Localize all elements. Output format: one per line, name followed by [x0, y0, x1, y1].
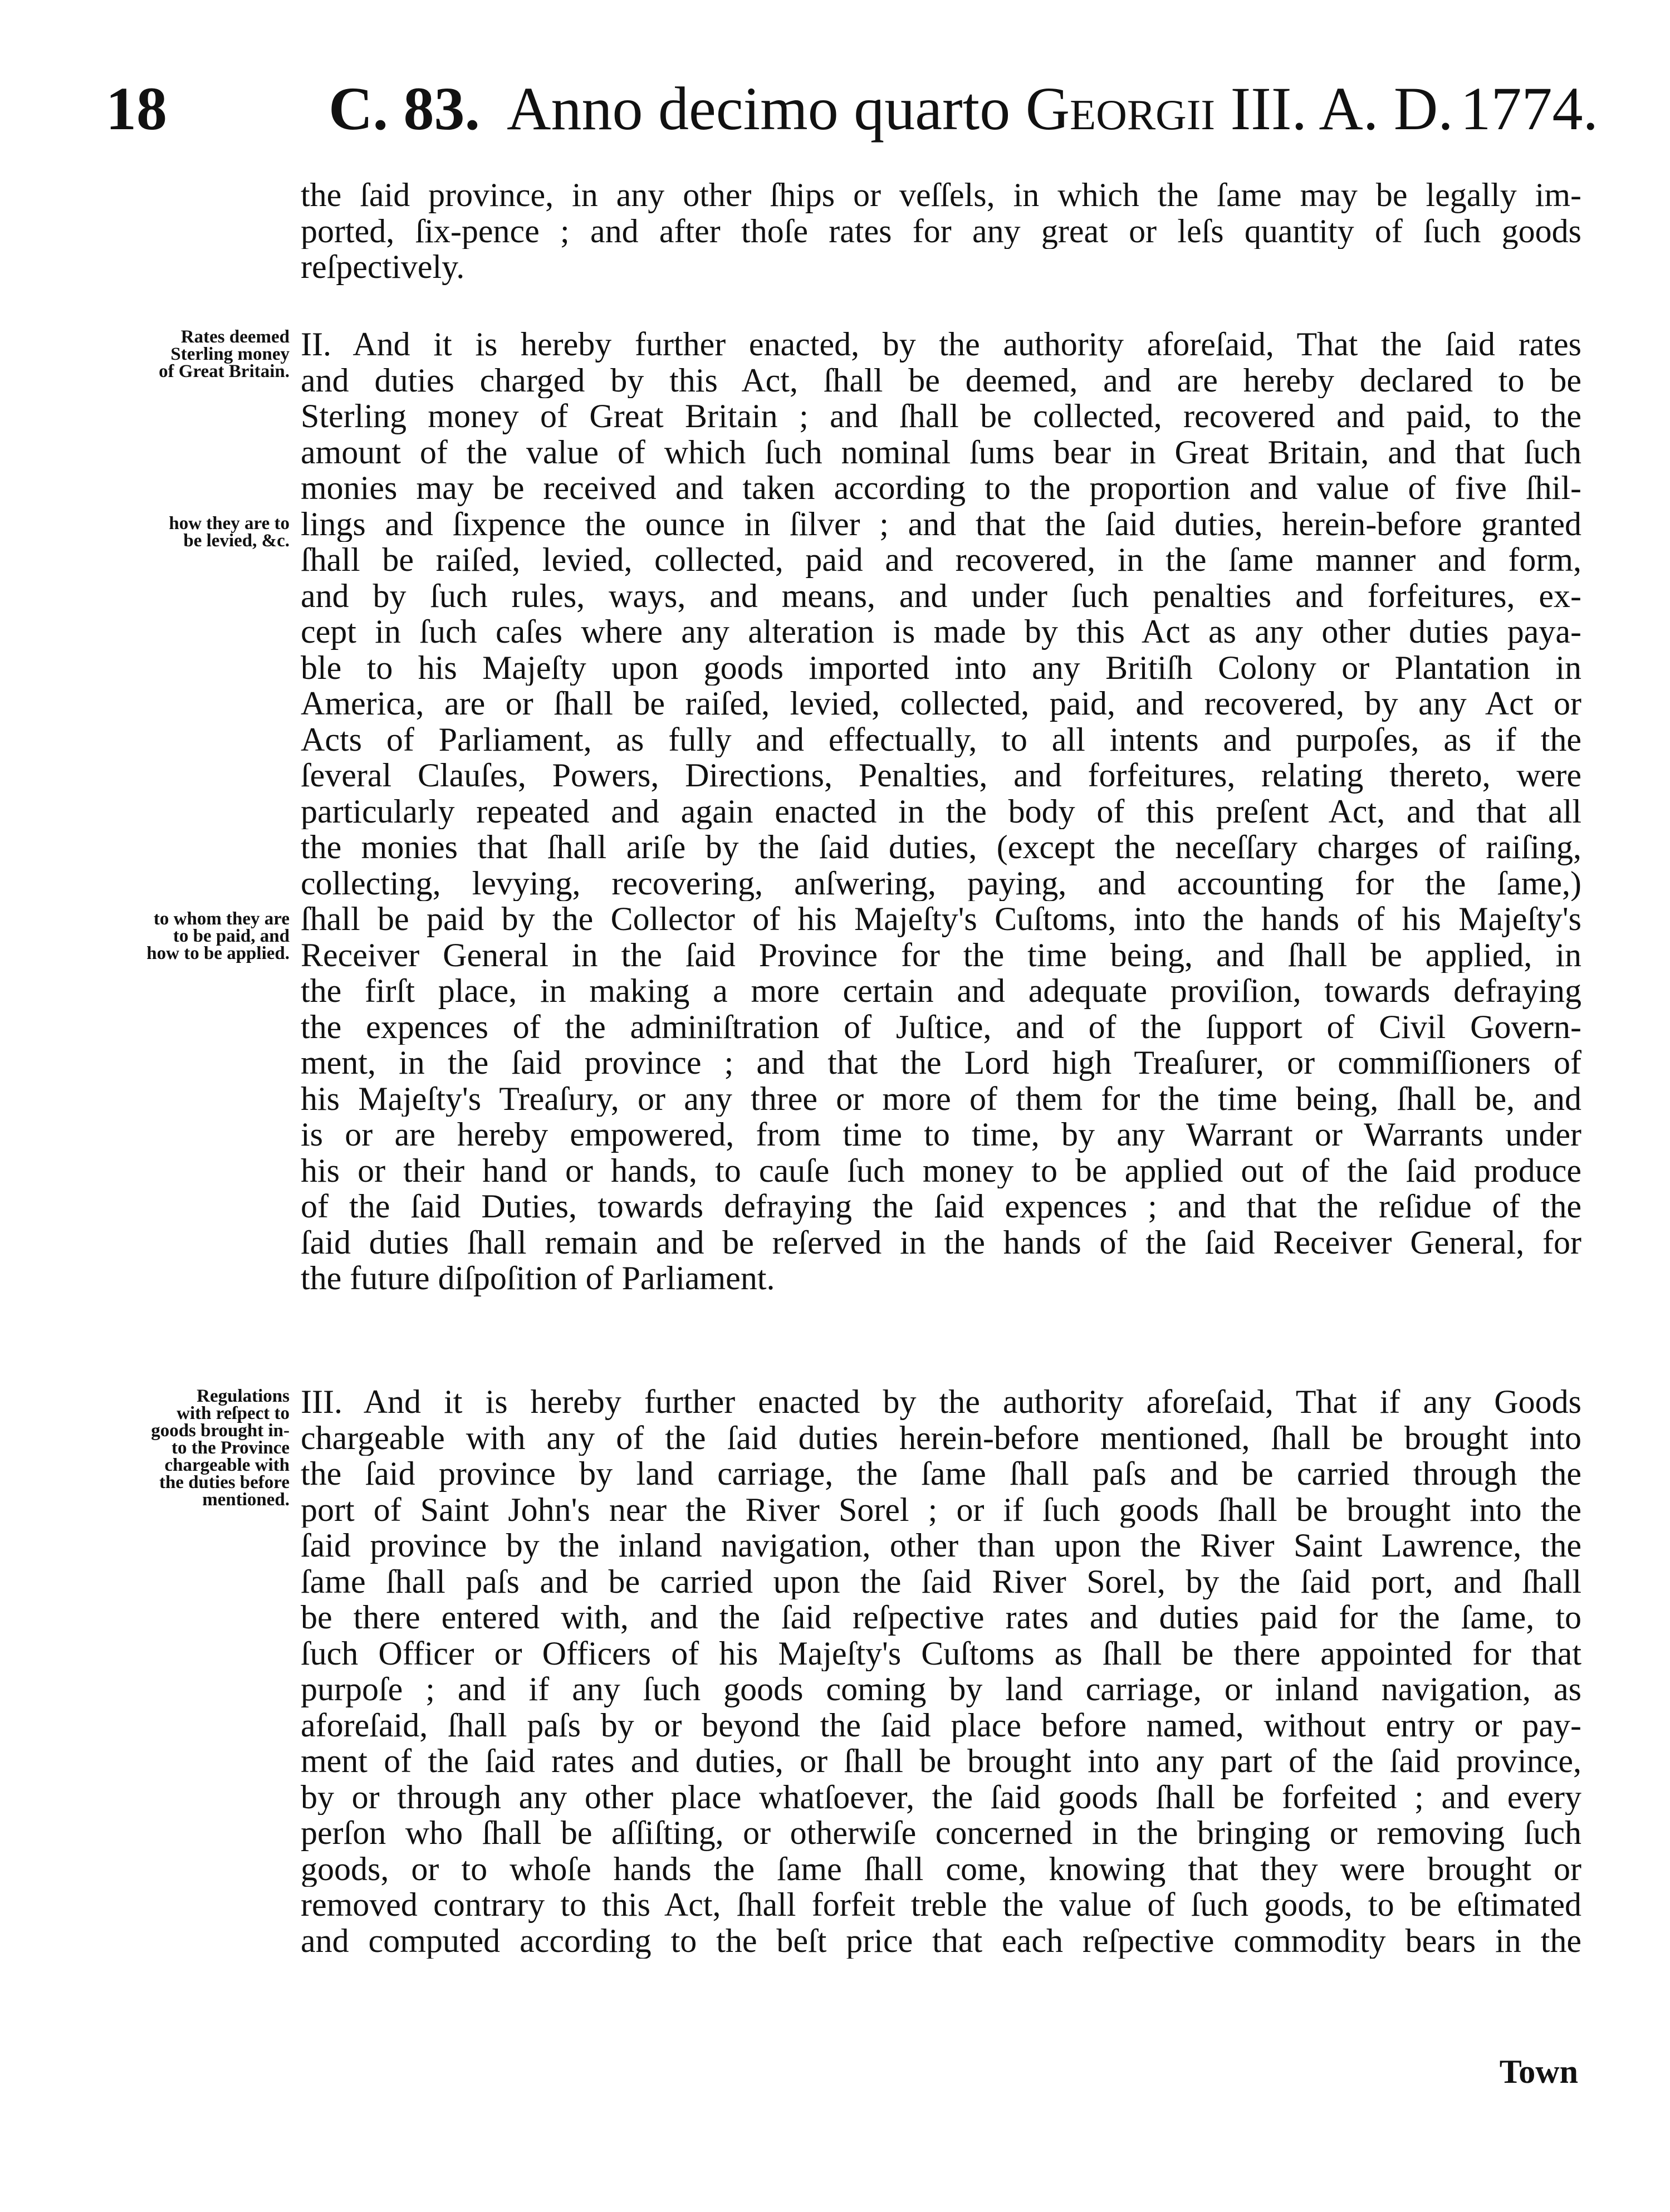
- margin-note-line: to be paid, and: [173, 926, 290, 946]
- title-suffix: III. A. D.: [1230, 75, 1453, 143]
- header-year: 1774.: [1460, 75, 1598, 143]
- text-line: his Majeſty's Treaſury, or any three or more of them for the time being, ſhall be, and: [301, 1080, 1581, 1117]
- text-line: collecting, levying, recovering, anſwering, paying, and accounting for the ſame,): [301, 865, 1581, 901]
- margin-note-line: to the Province: [171, 1438, 290, 1458]
- text-line: ſaid duties ſhall remain and be reſerved in the hands of the ſaid Receiver General, for: [301, 1224, 1581, 1260]
- text-line: and by ſuch rules, ways, and means, and under ſuch penalties and forfeitures, ex-: [301, 578, 1581, 614]
- running-header: [106, 72, 1598, 145]
- margin-note-line: how they are to: [169, 513, 290, 534]
- text-line: reſpectively.: [301, 249, 465, 285]
- text-line: Acts of Parliament, as fully and effectually, to all intents and purpoſes, as if the: [301, 721, 1581, 757]
- margin-note-levied: [95, 515, 290, 550]
- text-line: lings and ſixpence the ounce in ſilver ; and that the ſaid duties, herein-before granted: [301, 506, 1581, 542]
- margin-note-line: Rates deemed: [180, 327, 290, 347]
- text-line: ſhall be paid by the Collector of his Majeſty's Cuſtoms, into the hands of his Majeſty's: [301, 901, 1581, 937]
- margin-note-line: Regulations: [197, 1386, 290, 1406]
- text-line: ment of the ſaid rates and duties, or ſhall be brought into any part of the ſaid province,: [301, 1743, 1581, 1779]
- paragraph-section-iii: [301, 1384, 1581, 1959]
- margin-note-line: how to be applied.: [146, 943, 290, 963]
- text-line: and computed according to the beſt price that each reſpective commodity bears in the: [301, 1922, 1581, 1959]
- margin-note-line: mentioned.: [202, 1490, 290, 1510]
- margin-note-line: with reſpect to: [177, 1403, 290, 1423]
- text-line: Receiver General in the ſaid Province for the time being, and ſhall be applied, in: [301, 937, 1581, 973]
- margin-note-line: be levied, &c.: [183, 531, 290, 551]
- margin-note-line: of Great Britain.: [159, 361, 290, 381]
- text-line: monies may be received and taken according to the proportion and value of five ſhil-: [301, 470, 1581, 506]
- text-line: aforeſaid, ſhall paſs by or beyond the ſaid place before named, without entry or pay-: [301, 1707, 1581, 1743]
- text-line: III. And it is hereby further enacted by the authority aforeſaid, That if any Goods: [301, 1384, 1581, 1420]
- margin-note-line: chargeable with: [164, 1455, 290, 1475]
- catchword: Town: [1499, 2053, 1578, 2090]
- text-line: ſaid province by the inland navigation, other than upon the River Saint Lawrence, the: [301, 1528, 1581, 1564]
- text-line: perſon who ſhall be aſſiſting, or otherwiſe concerned in the bringing or removing ſuch: [301, 1815, 1581, 1851]
- margin-note-applied: [95, 911, 290, 962]
- text-line: the ſaid province by land carriage, the ſame ſhall paſs and be carried through the: [301, 1456, 1581, 1492]
- text-line: and duties charged by this Act, ſhall be deemed, and are hereby declared to be: [301, 362, 1581, 398]
- chapter-number: C. 83.: [329, 75, 480, 143]
- text-line: ment, in the ſaid province ; and that the Lord high Treaſurer, or commiſſioners of: [301, 1045, 1581, 1081]
- text-line: ble to his Majeſty upon goods imported into any Britiſh Colony or Plantation in: [301, 649, 1581, 686]
- running-title: [507, 72, 1453, 145]
- text-line: ſeveral Clauſes, Powers, Directions, Penalties, and forfeitures, relating thereto, were: [301, 757, 1581, 794]
- text-line: the future diſpoſition of Parliament.: [301, 1260, 775, 1296]
- text-line: goods, or to whoſe hands the ſame ſhall come, knowing that they were brought or: [301, 1851, 1581, 1887]
- text-line: removed contrary to this Act, ſhall forfeit treble the value of ſuch goods, to be eſtimated: [301, 1887, 1581, 1923]
- paragraph-section-ii: [301, 326, 1581, 1296]
- text-line: amount of the value of which ſuch nominal ſums bear in Great Britain, and that ſuch: [301, 434, 1581, 470]
- text-line: the expences of the adminiſtration of Juſtice, and of the ſupport of Civil Govern-: [301, 1009, 1581, 1045]
- text-line: the firſt place, in making a more certain and adequate proviſion, towards defraying: [301, 973, 1581, 1009]
- margin-note-regulations: [95, 1388, 290, 1509]
- text-line: port of Saint John's near the River Sorel ; or if ſuch goods ſhall be brought into the: [301, 1491, 1581, 1528]
- text-line: the ſaid province, in any other ſhips or veſſels, in which the ſame may be legally im-: [301, 177, 1581, 213]
- title-king: Georgii: [1025, 75, 1216, 143]
- text-line: ſuch Officer or Officers of his Majeſty's Cuſtoms as ſhall be there appointed for that: [301, 1635, 1581, 1671]
- text-line: his or their hand or hands, to cauſe ſuch money to be applied out of the ſaid produce: [301, 1152, 1581, 1188]
- text-line: ported, ſix-pence ; and after thoſe rates for any great or leſs quantity of ſuch goods: [301, 213, 1581, 249]
- margin-note-rates: [95, 329, 290, 380]
- text-line: the monies that ſhall ariſe by the ſaid duties, (except the neceſſary charges of raiſing,: [301, 829, 1581, 865]
- text-line: of the ſaid Duties, towards defraying the ſaid expences ; and that the reſidue of the: [301, 1188, 1581, 1225]
- margin-note-line: to whom they are: [153, 909, 290, 929]
- text-line: by or through any other place whatſoever, the ſaid goods ſhall be forfeited ; and every: [301, 1779, 1581, 1815]
- margin-note-line: Sterling money: [170, 344, 290, 364]
- text-line: particularly repeated and again enacted in the body of this preſent Act, and that all: [301, 793, 1581, 829]
- margin-note-line: the duties before: [159, 1472, 290, 1492]
- paragraph-continuation: [301, 177, 1581, 285]
- page-number: 18: [106, 75, 167, 143]
- text-line: America, are or ſhall be raiſed, levied, collected, paid, and recovered, by any Act or: [301, 686, 1581, 722]
- title-prefix: Anno decimo quarto: [507, 75, 1011, 143]
- text-line: II. And it is hereby further enacted, by the authority aforeſaid, That the ſaid rates: [301, 326, 1581, 363]
- text-line: is or are hereby empowered, from time to time, by any Warrant or Warrants under: [301, 1117, 1581, 1153]
- text-line: purpoſe ; and if any ſuch goods coming by land carriage, or inland navigation, as: [301, 1671, 1581, 1707]
- margin-note-line: goods brought in-: [151, 1421, 290, 1441]
- text-line: ſhall be raiſed, levied, collected, paid and recovered, in the ſame manner and form,: [301, 542, 1581, 578]
- text-line: Sterling money of Great Britain ; and ſhall be collected, recovered and paid, to the: [301, 398, 1581, 434]
- text-line: ſame ſhall paſs and be carried upon the ſaid River Sorel, by the ſaid port, and ſhall: [301, 1563, 1581, 1599]
- text-line: chargeable with any of the ſaid duties herein-before mentioned, ſhall be brought into: [301, 1420, 1581, 1456]
- text-line: cept in ſuch caſes where any alteration is made by this Act as any other duties paya-: [301, 614, 1581, 650]
- text-line: be there entered with, and the ſaid reſpective rates and duties paid for the ſame, to: [301, 1599, 1581, 1636]
